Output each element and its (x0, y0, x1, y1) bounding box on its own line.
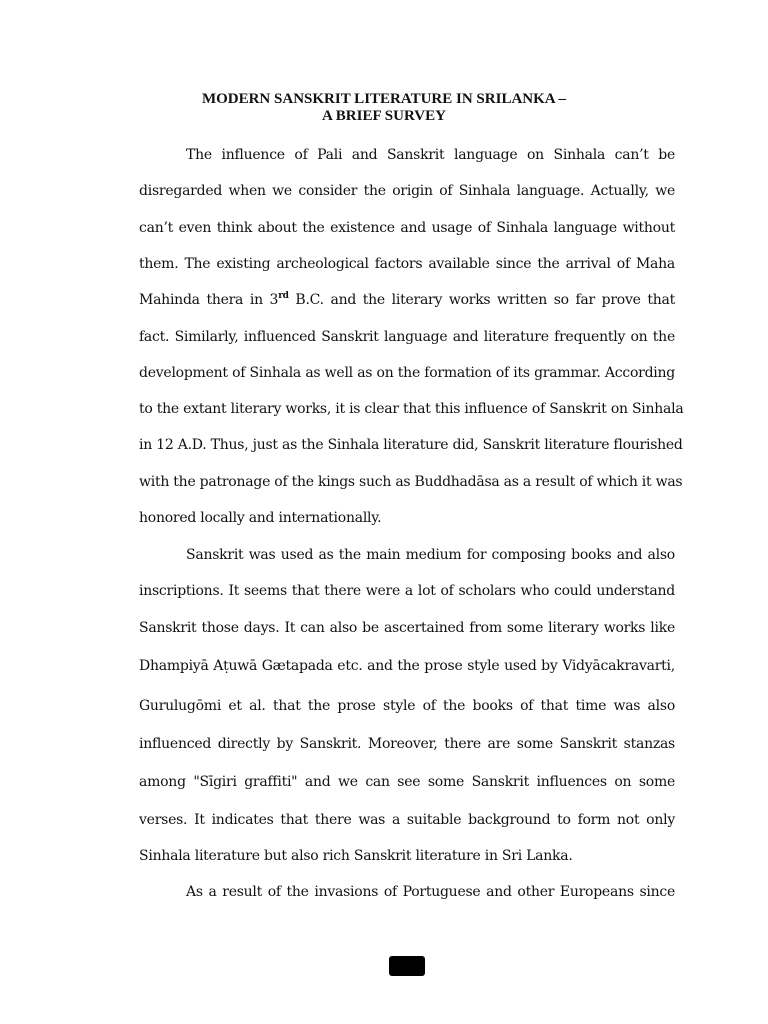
text-line: The influence of Pali and Sanskrit language on Sinhala can’t be (186, 147, 675, 163)
text-line: can’t even think about the existence and usage of Sinhala language without (139, 220, 675, 236)
text-line (139, 292, 675, 308)
text-line: As a result of the invasions of Portuguese and other Europeans since (186, 884, 675, 900)
document-title-line-2: A BRIEF SURVEY (322, 108, 446, 124)
text-line: to the extant literary works, it is clear that this influence of Sanskrit on Sinhala (139, 401, 684, 417)
text-line: influenced directly by Sanskrit. Moreover, there are some Sanskrit stanzas (139, 736, 675, 752)
text-line: fact. Similarly, influenced Sanskrit language and literature frequently on the (139, 329, 675, 345)
superscript: rd (278, 291, 289, 301)
text-line: Dhampiyā Aṭuwā Gætapada etc. and the prose style used by Vidyācakravarti, (139, 658, 675, 674)
text-line: inscriptions. It seems that there were a lot of scholars who could understand (139, 583, 675, 599)
text-line: honored locally and internationally. (139, 510, 382, 526)
text-line: verses. It indicates that there was a suitable background to form not only (139, 812, 675, 828)
text-line: Sanskrit was used as the main medium for composing books and also (186, 547, 675, 563)
text-line: with the patronage of the kings such as Buddhadāsa as a result of which it was (139, 474, 683, 490)
text-line: development of Sinhala as well as on the formation of its grammar. According (139, 365, 675, 381)
text-line: them. The existing archeological factors available since the arrival of Maha (139, 256, 675, 272)
text-line: among "Sīgiri graffiti" and we can see some Sanskrit influences on some (139, 774, 675, 790)
text-line: in 12 A.D. Thus, just as the Sinhala literature did, Sanskrit literature flourished (139, 437, 683, 453)
text-line: Sinhala literature but also rich Sanskrit literature in Sri Lanka. (139, 848, 573, 864)
document-title-line-1: MODERN SANSKRIT LITERATURE IN SRILANKA – (201, 91, 567, 107)
text-line: Gurulugōmi et al. that the prose style of the books of that time was also (139, 698, 675, 714)
page-number-redaction (389, 956, 425, 976)
text-line: disregarded when we consider the origin of Sinhala language. Actually, we (139, 183, 675, 199)
text-line: Sanskrit those days. It can also be ascertained from some literary works like (139, 620, 675, 636)
text-segment: B.C. and the literary works written so far prove that (288, 292, 675, 308)
text-segment: Mahinda thera in 3 (139, 292, 279, 308)
